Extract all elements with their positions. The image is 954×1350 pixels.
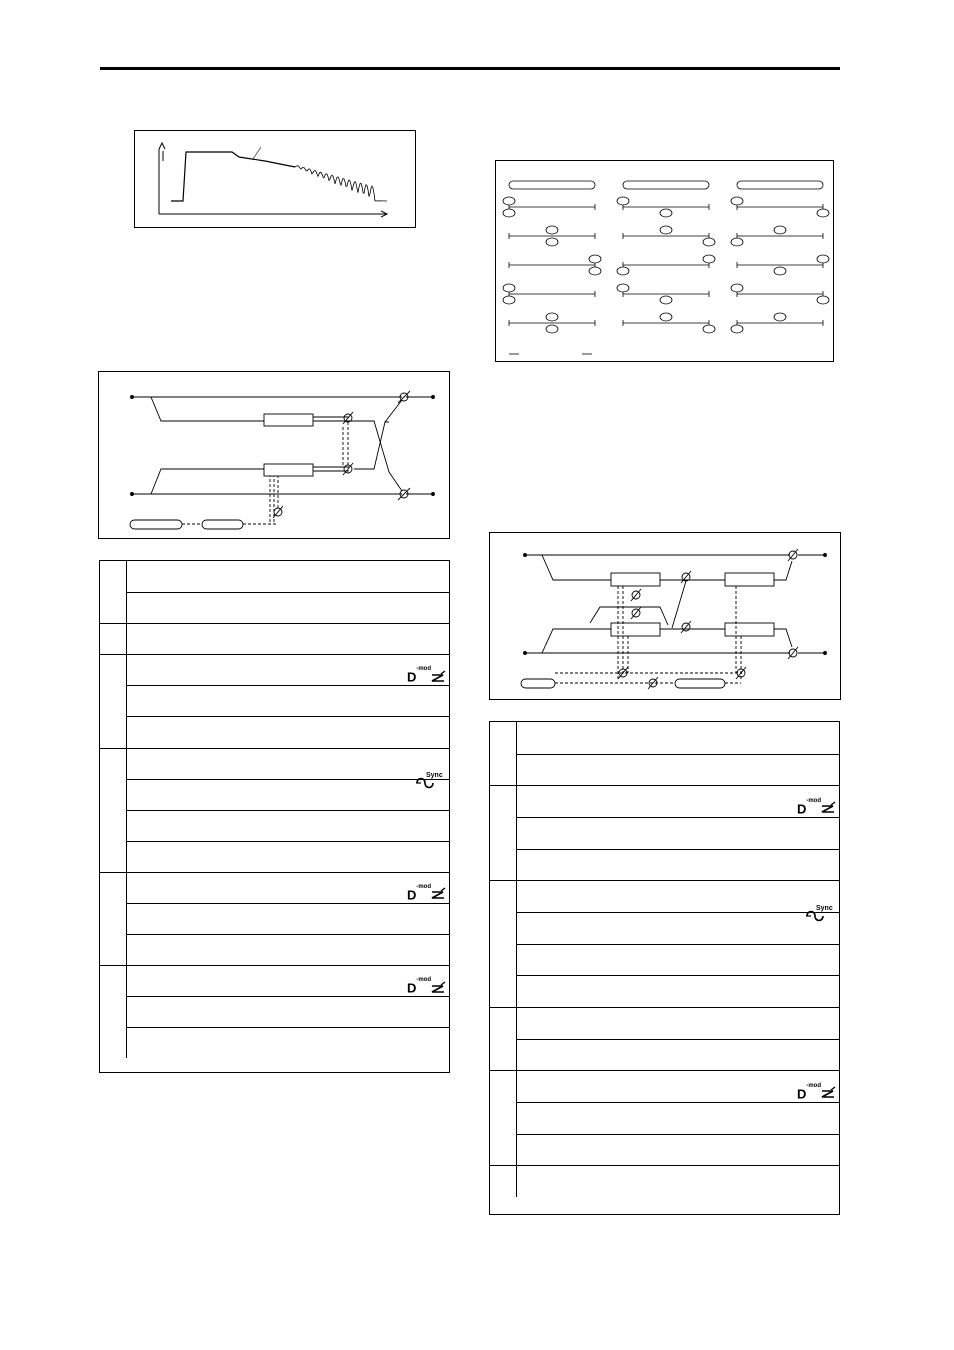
- parameter-row: [517, 849, 839, 881]
- parameter-group-label: [490, 880, 517, 1007]
- mod-box-right: [675, 679, 725, 688]
- row-divider: [517, 975, 839, 976]
- callout-line: [253, 147, 261, 159]
- pan-marker-a: [660, 313, 672, 321]
- mod-rounded-box: [202, 520, 243, 529]
- delay-block-bottom: [264, 464, 313, 476]
- parameter-group-label: [490, 785, 517, 880]
- parameter-row: [127, 654, 449, 685]
- pan-marker-b: [546, 238, 558, 246]
- lfo-box-right: [521, 679, 555, 688]
- dmod-icon-letter: D: [796, 801, 807, 817]
- parameter-row: [127, 810, 449, 841]
- y-axis-arrowhead: [159, 143, 165, 149]
- pan-marker-b: [817, 209, 829, 217]
- pan-marker-a: [503, 197, 515, 205]
- row-divider: [517, 912, 839, 913]
- envelope-oscillation: [295, 166, 387, 201]
- parameter-group-label: [100, 623, 127, 654]
- sync-icon: [415, 773, 441, 791]
- row-divider: [517, 1134, 839, 1135]
- delay-block-1: [611, 573, 660, 586]
- pan-marker-b: [731, 238, 743, 246]
- pan-marker-a: [617, 197, 629, 205]
- parameter-row: [127, 965, 449, 996]
- cross-routing-diagram-right: [489, 532, 841, 700]
- parameter-group-label: [490, 1070, 517, 1165]
- row-divider: [517, 849, 839, 850]
- dmod-icon-letter: D: [796, 1086, 807, 1102]
- pan-grid-graphic: [496, 161, 835, 363]
- routing-left-graphic: [99, 372, 451, 540]
- dmod-icon-letter: D: [406, 669, 417, 685]
- sync-icon-label: Sync: [426, 771, 443, 779]
- parameter-table-right: [489, 721, 840, 1215]
- row-divider: [127, 592, 449, 593]
- row-divider: [127, 716, 449, 717]
- parameter-group-label: [100, 654, 127, 747]
- parameter-group-label: [490, 1007, 517, 1070]
- pan-marker-a: [617, 284, 629, 292]
- pan-position-grid: [495, 160, 834, 362]
- pan-marker-b: [660, 209, 672, 217]
- parameter-row: [517, 1165, 839, 1197]
- parameter-row: [517, 785, 839, 817]
- lfo-rounded-box: [130, 520, 182, 529]
- parameter-row: [127, 748, 449, 779]
- pan-marker-a: [731, 197, 743, 205]
- parameter-row: [127, 841, 449, 872]
- pan-marker-a: [546, 226, 558, 234]
- parameter-row: [517, 1102, 839, 1134]
- pan-marker-a: [817, 255, 829, 263]
- row-divider: [127, 934, 449, 935]
- envelope-curve: [171, 152, 295, 201]
- parameter-row: [127, 716, 449, 747]
- parameter-group-label: [490, 1165, 517, 1197]
- pan-column-header: [737, 181, 823, 189]
- pan-marker-a: [589, 255, 601, 263]
- dmod-icon-letter: D: [406, 980, 417, 996]
- routing-right-graphic: [490, 533, 842, 701]
- pan-marker-a: [503, 284, 515, 292]
- dmod-icon: [796, 798, 835, 817]
- pan-marker-a: [703, 255, 715, 263]
- row-divider: [127, 779, 449, 780]
- parameter-group-label: [100, 965, 127, 1058]
- pan-marker-b: [703, 325, 715, 333]
- row-divider: [127, 685, 449, 686]
- pan-marker-b: [703, 238, 715, 246]
- parameter-row: [127, 996, 449, 1027]
- parameter-row: [517, 1134, 839, 1166]
- row-divider: [127, 903, 449, 904]
- delay-block-4: [725, 623, 774, 636]
- parameter-row: [517, 975, 839, 1007]
- pan-marker-b: [731, 325, 743, 333]
- row-divider: [127, 810, 449, 811]
- pan-marker-b: [817, 296, 829, 304]
- row-divider: [127, 841, 449, 842]
- pan-marker-b: [503, 296, 515, 304]
- row-divider: [517, 1102, 839, 1103]
- delay-block-2: [725, 573, 774, 586]
- parameter-row: [517, 754, 839, 786]
- parameter-row: [127, 934, 449, 965]
- parameter-row: [127, 779, 449, 810]
- pan-marker-a: [774, 226, 786, 234]
- parameter-row: [517, 1039, 839, 1071]
- envelope-graphic: [135, 131, 417, 229]
- parameter-row: [517, 912, 839, 944]
- parameter-row: [127, 1027, 449, 1058]
- parameter-table-left: [99, 560, 450, 1073]
- decay-envelope-diagram: [134, 130, 416, 228]
- sync-icon: [805, 906, 831, 924]
- parameter-row: [517, 817, 839, 849]
- dmod-icon: [406, 666, 445, 685]
- pan-marker-b: [503, 209, 515, 217]
- pan-marker-b: [589, 267, 601, 275]
- parameter-row: [127, 872, 449, 903]
- header-rule: [100, 67, 840, 70]
- parameter-group-label: [490, 722, 517, 785]
- delay-block-top: [264, 414, 313, 426]
- dmod-icon-sup: -mod: [416, 666, 431, 673]
- pan-marker-a: [731, 284, 743, 292]
- parameter-group-label: [100, 561, 127, 623]
- row-divider: [517, 1039, 839, 1040]
- pan-column-header: [623, 181, 709, 189]
- parameter-row: [127, 903, 449, 934]
- dmod-icon: [406, 884, 445, 903]
- pan-marker-b: [774, 267, 786, 275]
- pan-marker-a: [774, 313, 786, 321]
- row-divider: [127, 1027, 449, 1028]
- row-divider: [517, 754, 839, 755]
- dmod-icon-sup: -mod: [806, 1083, 821, 1089]
- dmod-icon-sup: -mod: [806, 798, 821, 804]
- delay-block-3: [611, 623, 660, 636]
- pan-marker-b: [660, 296, 672, 304]
- parameter-row: [517, 1007, 839, 1039]
- cross-routing-diagram-left: [98, 371, 450, 539]
- parameter-row: [127, 561, 449, 592]
- row-divider: [517, 817, 839, 818]
- parameter-row: [127, 592, 449, 623]
- dmod-icon-letter: D: [406, 887, 417, 903]
- pan-marker-a: [546, 313, 558, 321]
- pan-marker-a: [660, 226, 672, 234]
- parameter-row: [517, 722, 839, 754]
- dmod-icon-sup: -mod: [416, 884, 431, 890]
- row-divider: [127, 996, 449, 997]
- row-divider: [517, 944, 839, 945]
- dmod-icon-sup: -mod: [416, 977, 431, 984]
- pan-marker-b: [546, 325, 558, 333]
- dmod-icon: [796, 1083, 835, 1102]
- parameter-row: [517, 1070, 839, 1102]
- pan-marker-b: [617, 267, 629, 275]
- parameter-group-label: [100, 748, 127, 872]
- parameter-group-label: [100, 872, 127, 965]
- parameter-row: [517, 880, 839, 912]
- dmod-icon: [406, 977, 445, 996]
- sync-icon-label: Sync: [816, 905, 833, 912]
- parameter-row: [127, 685, 449, 716]
- parameter-row: [127, 623, 449, 654]
- pan-column-header: [509, 181, 595, 189]
- parameter-row: [517, 944, 839, 976]
